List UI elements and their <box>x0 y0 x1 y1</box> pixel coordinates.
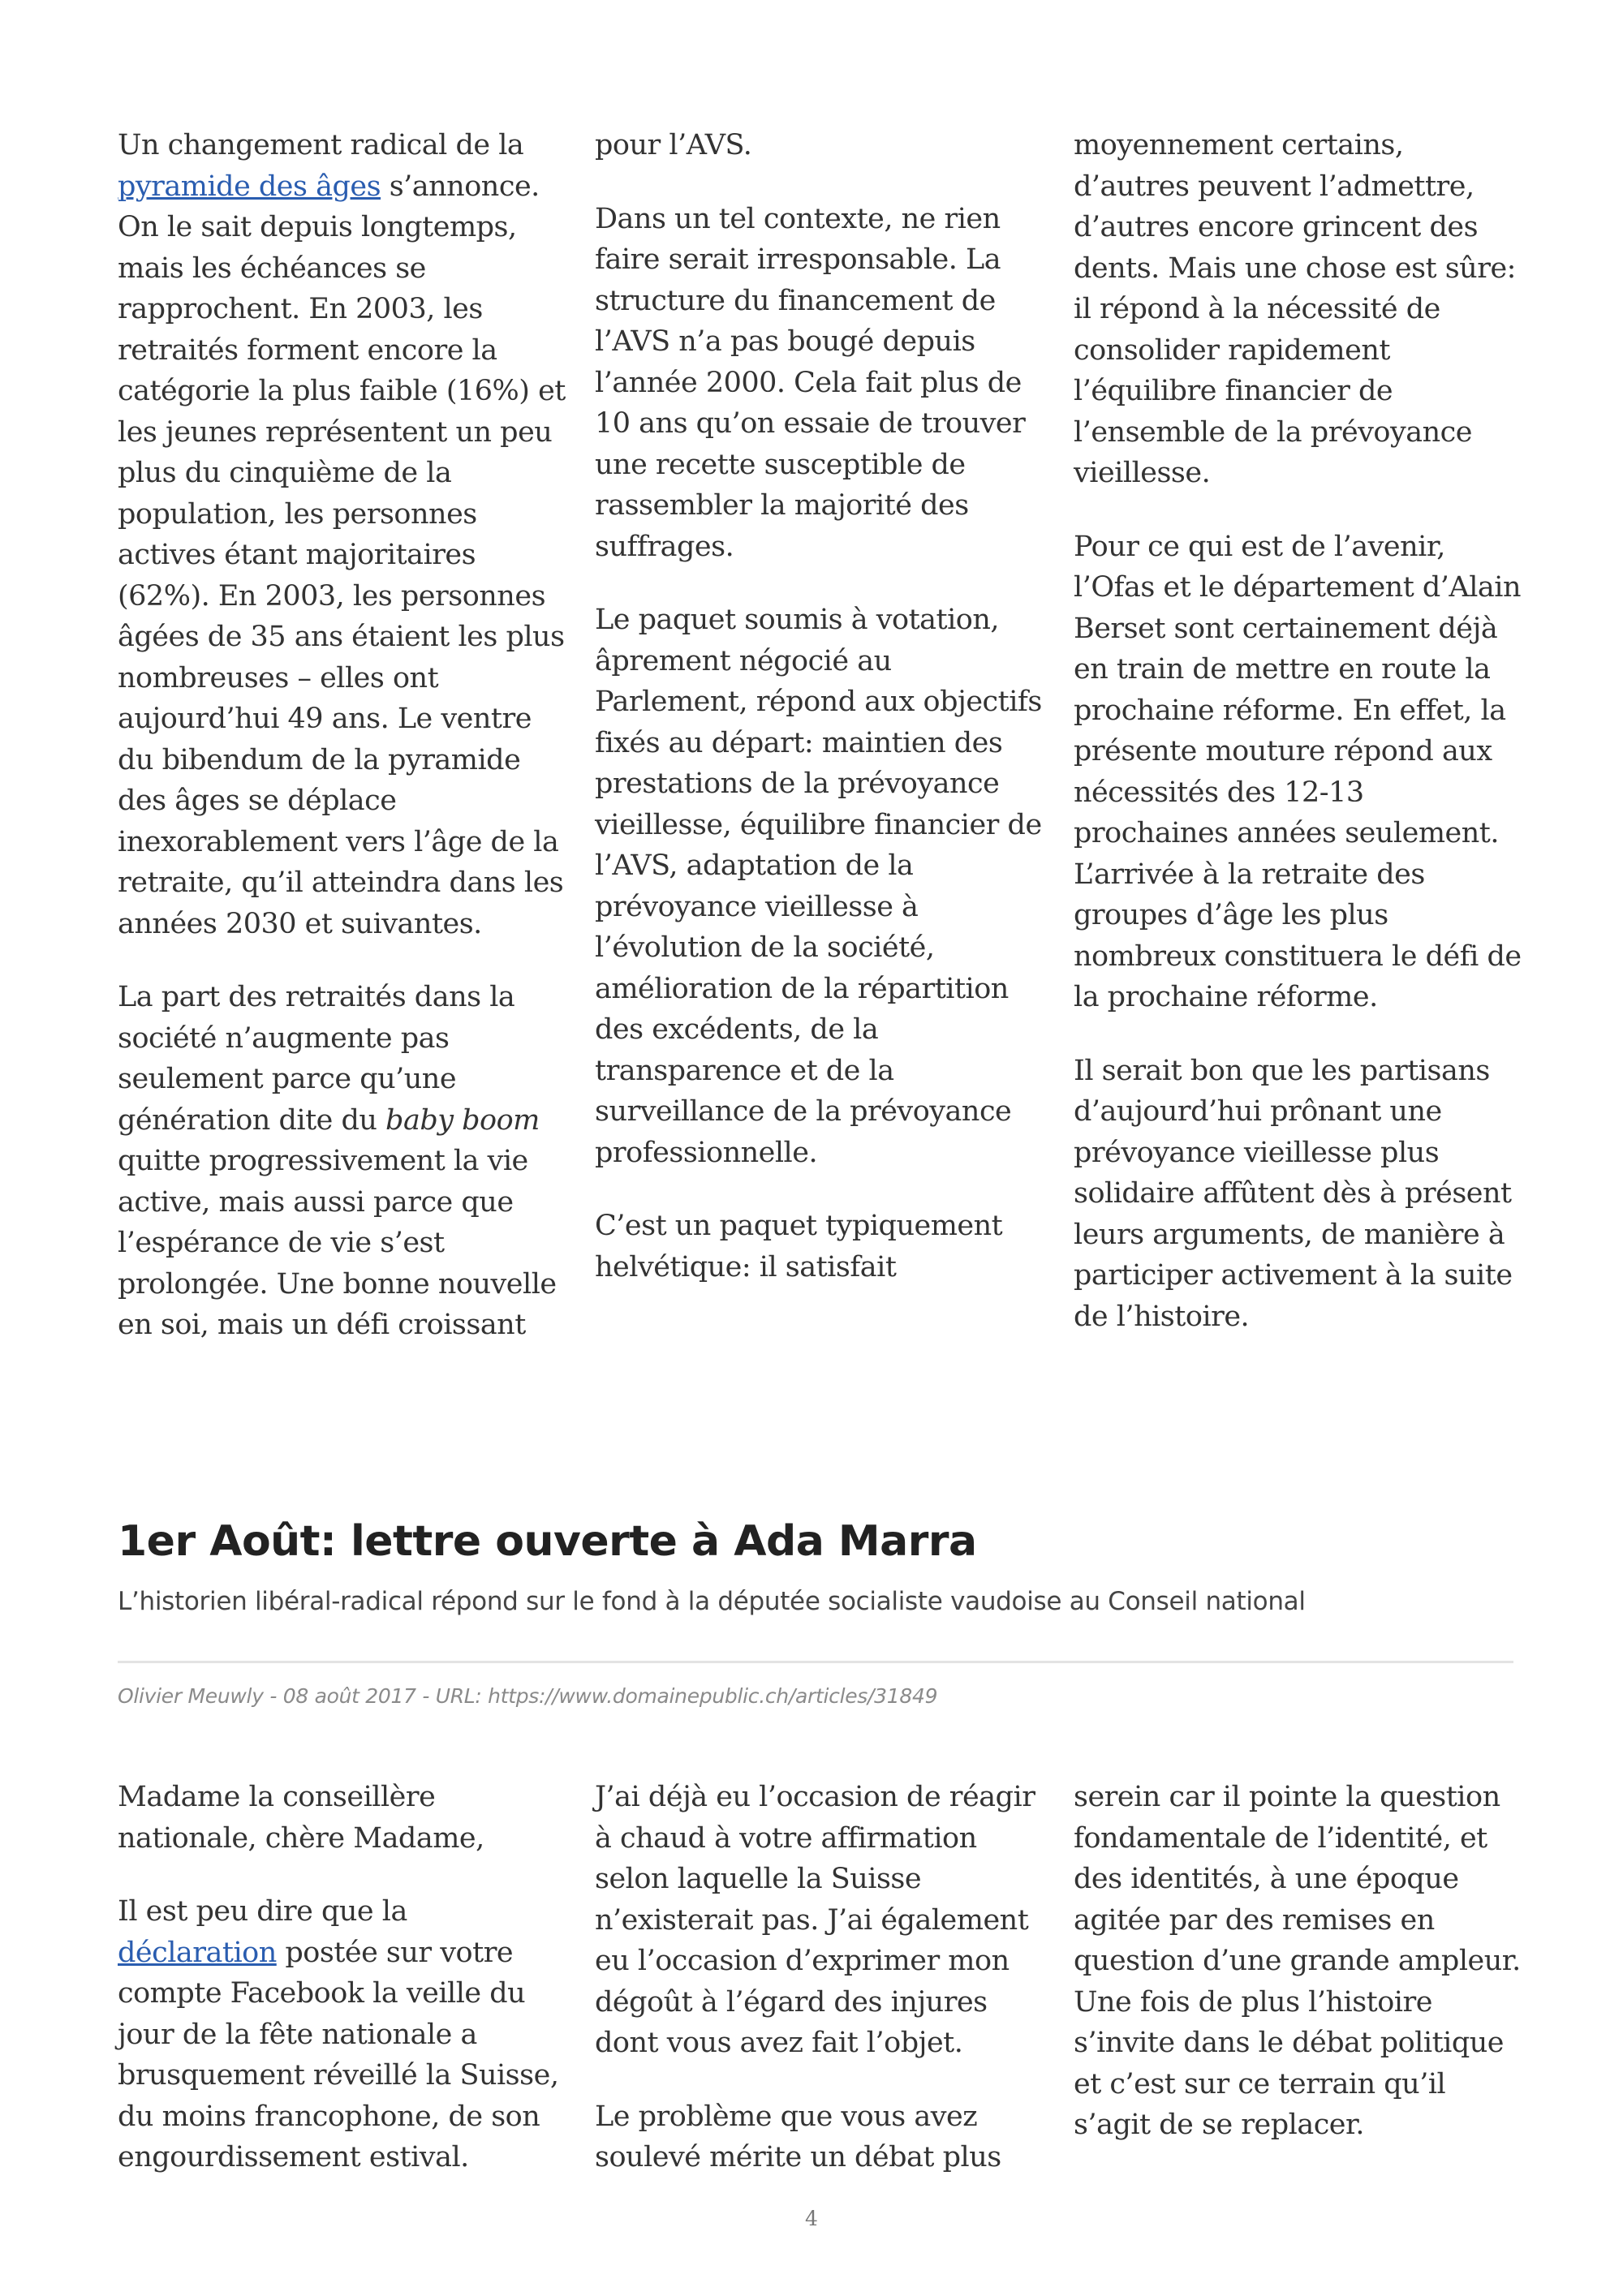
paragraph: Pour ce qui est de l’avenir, l’Ofas et le département d’Alain Berset sont certainement déjà en train de mettre en route la prochaine réforme. En effet, la présente mouture répond aux nécessités des 12-13 prochaines années seulement. L’arrivée à la retraite des groupes d’âge les plus nombreux constituera le défi de la prochaine réforme. <box>1074 530 1522 1013</box>
text-column-1 <box>118 1777 568 2211</box>
paragraph: Un changement radical de la pyramide des âges s’annonce. On le sait depuis longtemps, mais les échéances se rapprochent. En 2003, les retraités forment encore la catégorie la plus faible (16%) et les jeunes représentent un peu plus du cinquième de la population, les personnes actives étant majoritaires (62%). En 2003, les personnes âgées de 35 ans étaient les plus nombreuses – elles ont aujourd’hui 49 ans. Le ventre du bibendum de la pyramide des âges se déplace inexorablement vers l’âge de la retraite, qu’il atteindra dans les années 2030 et suivantes. <box>118 129 566 940</box>
pyramide-des-ages-link[interactable]: pyramide des âges <box>118 170 381 203</box>
article-subtitle: L’historien libéral-radical répond sur le fond à la députée socialiste vaudoise au Conseil national <box>118 1587 1306 1616</box>
paragraph: serein car il pointe la question fondamentale de l’identité, et des identités, à une époque agitée par des remises en question d’une grande ampleur. Une fois de plus l’histoire s’invite dans le débat politique et c’est sur ce terrain qu’il s’agit de se replacer. <box>1074 1781 1521 2141</box>
text-column-1 <box>118 125 568 1378</box>
paragraph: Le paquet soumis à votation, âprement négocié au Parlement, répond aux objectifs fixés au départ: maintien des prestations de la prévoyance vieillesse, équilibre financier de l’AVS, adaptation de la prévoyance vieillesse à l’évolution de la société, amélioration de la répartition des excédents, de la transparence et de la surveillance de la prévoyance professionnelle. <box>595 604 1042 1169</box>
text-column-3 <box>1074 125 1524 1369</box>
article-title: 1er Août: lettre ouverte à Ada Marra <box>118 1517 977 1566</box>
paragraph: Il serait bon que les partisans d’aujourd’hui prônant une prévoyance vieillesse plus solidaire affûtent dès à présent leurs arguments, de manière à participer activement à la suite de l’histoire. <box>1074 1054 1513 1333</box>
text-column-2 <box>595 1777 1045 2211</box>
paragraph: pour l’AVS. <box>595 129 752 161</box>
paragraph: La part des retraités dans la société n’augmente pas seulement parce qu’une génération dite du baby boom quitte progressivement la vie active, mais aussi parce que l’espérance de vie s’est prolongée. Une bonne nouvelle en soi, mais un défi croissant <box>118 981 557 1341</box>
text-column-2 <box>595 125 1045 1320</box>
page-number: 4 <box>805 2207 818 2230</box>
article-byline: Olivier Meuwly - 08 août 2017 - URL: https://www.domainepublic.ch/articles/31849 <box>118 1684 938 1708</box>
divider <box>118 1661 1513 1663</box>
paragraph: Il est peu dire que la déclaration postée sur votre compte Facebook la veille du jour de la fête nationale a brusquement réveillé la Suisse, du moins francophone, de son engourdissement estival. <box>118 1895 559 2173</box>
declaration-link[interactable]: déclaration <box>118 1936 277 1969</box>
paragraph: Madame la conseillère nationale, chère Madame, <box>118 1781 484 1855</box>
paragraph: moyennement certains, d’autres peuvent l’admettre, d’autres encore grincent des dents. Mais une chose est sûre: il répond à la nécessité de consolider rapidement l’équilibre financier de l’ensemble de la prévoyance vieillesse. <box>1074 129 1516 489</box>
text-column-3 <box>1074 1777 1524 2178</box>
paragraph: C’est un paquet typiquement helvétique: il satisfait <box>595 1210 1003 1283</box>
emphasis-baby-boom: baby boom <box>385 1103 540 1137</box>
paragraph: Le problème que vous avez soulevé mérite un débat plus <box>595 2100 1001 2173</box>
paragraph: Dans un tel contexte, ne rien faire serait irresponsable. La structure du financement de l’AVS n’a pas bougé depuis l’année 2000. Cela fait plus de 10 ans qu’on essaie de trouver une recette susceptible de rassembler la majorité des suffrages. <box>595 202 1026 563</box>
paragraph: J’ai déjà eu l’occasion de réagir à chaud à votre affirmation selon laquelle la Suisse n’existerait pas. J’ai également eu l’occasion d’exprimer mon dégoût à l’égard des injures dont vous avez fait l’objet. <box>595 1781 1035 2059</box>
